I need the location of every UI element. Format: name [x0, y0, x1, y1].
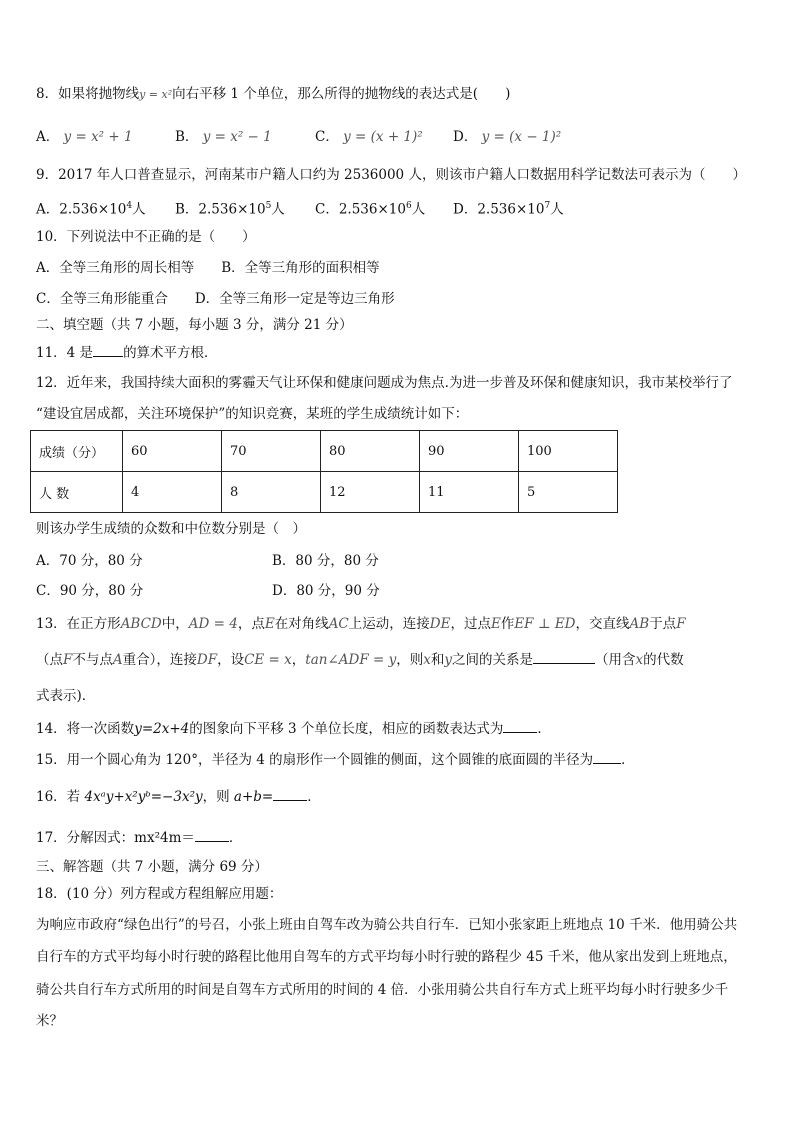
q15-blank[interactable]	[593, 749, 621, 764]
q13-math: A	[112, 652, 123, 668]
q13-text: 的代数	[643, 652, 684, 668]
q10-options-row1: A．全等三角形的周长相等 B．全等三角形的面积相等	[36, 260, 380, 276]
q8-option-b-formula: y = x² − 1	[202, 129, 272, 145]
q13-math: DF	[196, 652, 218, 668]
q9-option-c-text: C．2.536×10	[315, 201, 406, 218]
q12-question: 则该办学生成绩的众数和中位数分别是（ ）	[36, 521, 306, 537]
q13-math: x	[635, 652, 644, 668]
q13-text: 作	[500, 616, 515, 632]
q18-line4: 米？	[36, 1013, 63, 1029]
q14	[36, 718, 551, 739]
q16-text-3: ．	[307, 789, 321, 805]
q16-text-2: ，则	[202, 789, 234, 805]
q8-stem	[36, 84, 510, 105]
q9-option-c-unit: 人	[411, 201, 426, 218]
q13-math: CE = x	[244, 652, 292, 668]
q8-stem-text-2: 向右平移 1 个单位，那么所得的抛物线的表达式是( )	[172, 86, 511, 102]
q13-math: AB	[629, 616, 650, 632]
q15-text-2: ．	[621, 752, 635, 768]
q14-blank[interactable]	[503, 718, 537, 733]
q13-math: y	[444, 652, 452, 668]
q9-option-c	[315, 196, 425, 220]
q10-options-row2: C．全等三角形能重合 D．全等三角形一定是等边三角形	[36, 291, 395, 307]
q14-function: y=2x+4	[134, 721, 190, 737]
q13-text: 于点	[649, 616, 677, 632]
q17-text: 17．分解因式：mx²4m＝	[36, 830, 195, 846]
q8-option-a-formula: y = x² + 1	[63, 129, 133, 145]
q15-text: 15．用一个圆心角为 120°，半径为 4 的扇形作一个圆锥的侧面，这个圆锥的底面圆的半径为	[36, 752, 594, 768]
q9-option-d-exp: 7	[544, 201, 551, 211]
q11-text: 11．4 是	[36, 345, 94, 361]
q8-option-b	[175, 127, 272, 147]
q16	[36, 786, 321, 807]
table-cell: 5	[519, 472, 618, 513]
q8-option-b-label: B．	[175, 129, 199, 145]
q12-option-d: D．80 分，90 分	[272, 583, 380, 599]
q13-text: 和	[430, 652, 445, 668]
q13-line1	[36, 614, 686, 634]
q14-text-3: ．	[537, 721, 551, 737]
table-cell: 80	[321, 431, 420, 472]
q8-option-d	[453, 127, 561, 147]
table-cell: 12	[321, 472, 420, 513]
q13-text: ，交直线	[575, 616, 630, 632]
q12-line2: “建设宜居成都，关注环境保护”的知识竞赛，某班的学生成绩统计如下：	[36, 406, 469, 422]
q11-blank[interactable]	[93, 342, 123, 357]
q8-option-a-label: A．	[36, 129, 60, 145]
q18-head: 18．(10 分）列方程或方程组解应用题：	[36, 886, 283, 902]
q13-text: 上运动，连接	[348, 616, 430, 632]
q12-line1: 12．近年来，我国持续大面积的雾霾天气让环保和健康问题成为焦点.为进一步普及环保和健康知识，我市某校举行了	[36, 375, 733, 391]
q13-text: 不与点	[72, 652, 113, 668]
q12-option-a: A．70 分，80 分	[36, 553, 143, 569]
q8-option-a	[36, 127, 133, 147]
q9-option-b-text: B．2.536×10	[175, 201, 266, 218]
q8-stem-formula: y = x²	[139, 88, 173, 101]
q9-option-a-exp: 4	[126, 201, 133, 211]
q13-text: 重合），连接	[122, 652, 197, 668]
q11	[36, 342, 218, 363]
q8-stem-text: 8．如果将抛物线	[36, 86, 140, 102]
q16-expression: 4xᵃy+x²yᵇ=−3x²y	[84, 789, 203, 805]
q13-math: E	[490, 616, 501, 632]
q9-option-a-unit: 人	[132, 201, 146, 218]
q13-math: x	[423, 652, 431, 668]
q9-option-d-unit: 人	[550, 201, 564, 218]
q11-text-2: 的算术平方根．	[123, 345, 218, 361]
q8-option-c-formula: y = (x + 1)²	[343, 129, 423, 145]
table-row	[31, 431, 618, 472]
q10-stem: 10．下列说法中不正确的是（ ）	[36, 229, 256, 245]
q8-option-c	[315, 127, 423, 147]
q18-line3: 骑公共自行车方式所用的时间是自驾车方式所用的时间的 4 倍．小张用骑公共自行车方式上班平均每小时行驶多少千	[36, 982, 729, 998]
q13-math: AC	[328, 616, 349, 632]
table-cell: 100	[519, 431, 618, 472]
q16-text: 16．若	[36, 789, 85, 805]
q9-option-d-text: D．2.536×10	[453, 201, 545, 218]
q13-line3: 式表示)．	[36, 688, 96, 704]
q9-stem: 9．2017 年人口普查显示，河南某市户籍人口约为 2536000 人，则该市户籍人口数据用科学记数法可表示为（ ）	[36, 167, 746, 183]
q8-option-d-label: D．	[453, 129, 478, 145]
q14-text-2: 的图象向下平移 3 个单位长度，相应的函数表达式为	[189, 721, 504, 737]
table-cell: 60	[123, 431, 222, 472]
q13-math: F	[63, 652, 73, 668]
q13-math: F	[676, 616, 686, 632]
q13-math: AD = 4	[188, 616, 238, 632]
table-cell: 人 数	[31, 472, 123, 513]
q9-option-c-exp: 6	[405, 201, 412, 211]
q13-text: （点	[36, 652, 63, 668]
q9-option-b-exp: 5	[265, 201, 272, 211]
q17	[36, 827, 242, 848]
q13-blank[interactable]	[533, 649, 595, 664]
q13-math: EF ⊥ ED	[514, 616, 576, 632]
q13-text: 之间的关系是	[452, 652, 533, 668]
q16-a-plus-b: a+b	[233, 789, 262, 805]
q13-text: ，	[291, 652, 306, 668]
q13-text: ，则	[396, 652, 424, 668]
table-row	[31, 472, 618, 513]
q13-line2	[36, 649, 684, 670]
score-table	[30, 430, 618, 513]
table-cell: 70	[222, 431, 321, 472]
q13-text: 在对角线	[274, 616, 329, 632]
q17-blank[interactable]	[195, 827, 229, 842]
q9-option-d	[453, 196, 564, 220]
q13-math: ABCD	[120, 616, 162, 632]
section-fill-in-heading: 二、填空题（共 7 小题，每小题 3 分，满分 21 分）	[36, 317, 353, 333]
q9-option-a-text: A．2.536×10	[36, 201, 127, 218]
q17-text-2: ．	[228, 830, 243, 846]
q16-blank[interactable]	[273, 786, 307, 801]
q13-math: E	[264, 616, 275, 632]
q13-text: 中，	[161, 616, 189, 632]
q12-option-c: C．90 分，80 分	[36, 583, 144, 599]
q13-text: ，点	[237, 616, 265, 632]
q18-line2: 自行车的方式平均每小时行驶的路程比他用自驾车的方式平均每小时行驶的路程少 45 千米，他从家出发到上班地点，	[36, 949, 737, 965]
q9-option-b-unit: 人	[271, 201, 285, 218]
table-cell: 成绩（分）	[31, 431, 123, 472]
table-cell: 8	[222, 472, 321, 513]
section-answer-heading: 三、解答题（共 7 小题，满分 69 分）	[36, 859, 268, 875]
q13-math: DE	[429, 616, 451, 632]
q8-option-d-formula: y = (x − 1)²	[481, 129, 562, 145]
table-cell: 90	[420, 431, 519, 472]
q14-text: 14．将一次函数	[36, 721, 135, 737]
q9-option-a	[36, 196, 146, 220]
q13-text: 13．在正方形	[36, 616, 121, 632]
q12-option-b: B．80 分，80 分	[272, 553, 379, 569]
q13-text: （用含	[595, 652, 636, 668]
table-cell: 4	[123, 472, 222, 513]
q13-text: ，过点	[450, 616, 491, 632]
q9-option-b	[175, 196, 285, 220]
q13-math: tan∠ADF = y	[305, 652, 397, 668]
q13-text: ，设	[217, 652, 245, 668]
q18-line1: 为响应市政府“绿色出行”的号召，小张上班由自驾车改为骑公共自行车．已知小张家距上班地点 10 千米．他用骑公共	[36, 917, 738, 933]
q16-equals: =	[261, 789, 274, 805]
q8-option-c-label: C．	[315, 129, 339, 145]
q15	[36, 749, 635, 770]
table-cell: 11	[420, 472, 519, 513]
